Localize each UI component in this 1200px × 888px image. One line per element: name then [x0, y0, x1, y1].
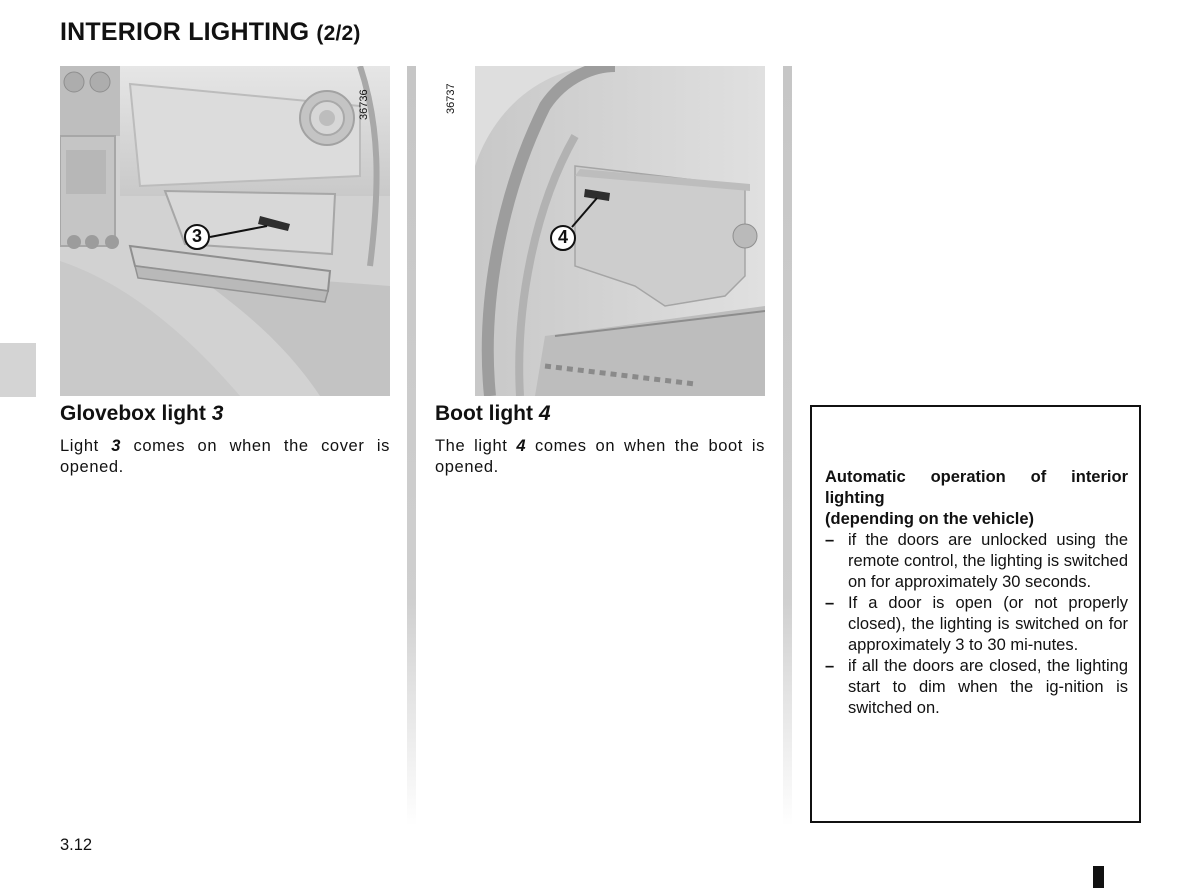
boot-illustration — [435, 66, 765, 396]
list-dash: – — [825, 657, 835, 675]
boot-desc-number: 4 — [516, 437, 527, 455]
glovebox-description — [60, 436, 390, 478]
info-box-item-text: if the doors are unlocked using the remote control, the lighting is switched on for approximately 30 seconds. — [848, 531, 1128, 591]
page-title-text: INTERIOR LIGHTING — [60, 18, 310, 46]
info-box-item-text: If a door is open (or not properly closed), the lighting is switched on for approximately 3 to 30 mi-nutes. — [848, 594, 1128, 654]
list-dash: – — [825, 594, 835, 612]
section-side-tab — [0, 343, 36, 397]
glovebox-desc-before: Light — [60, 437, 99, 455]
glovebox-figure — [60, 66, 390, 396]
glovebox-illustration — [60, 66, 390, 396]
glovebox-callout-label: 3 — [191, 226, 202, 246]
info-box-subtitle: (depending on the vehicle) — [825, 510, 1035, 528]
boot-figure — [435, 66, 765, 396]
glovebox-heading — [60, 402, 223, 426]
boot-desc-before: The light — [435, 437, 508, 455]
page-title-part: (2/2) — [316, 22, 361, 45]
list-dash: – — [825, 531, 835, 549]
page-corner-mark — [1093, 866, 1104, 888]
glovebox-heading-number: 3 — [211, 402, 224, 425]
column-separator-left — [407, 66, 416, 826]
info-box-content — [825, 467, 1128, 719]
page-title — [60, 18, 361, 47]
column-separator-right — [783, 66, 792, 826]
boot-heading — [435, 402, 551, 426]
info-box — [810, 405, 1141, 823]
info-box-item-text: if all the doors are closed, the lighting start to dim when the ig-nition is switched on. — [848, 657, 1128, 717]
glovebox-heading-text: Glovebox light — [60, 402, 206, 425]
info-box-item — [825, 530, 1128, 593]
glovebox-desc-after: comes on when the cover is opened. — [60, 437, 391, 476]
boot-desc-after: comes on when the boot is opened. — [435, 437, 765, 476]
boot-heading-number: 4 — [538, 402, 551, 425]
boot-callout-label: 4 — [557, 227, 568, 247]
info-box-title: Automatic operation of interior lighting — [825, 468, 1128, 507]
info-box-item — [825, 593, 1128, 656]
boot-heading-text: Boot light — [435, 402, 533, 425]
info-box-item — [825, 656, 1128, 719]
page-number: 3.12 — [60, 836, 93, 854]
info-box-list — [825, 530, 1128, 719]
glovebox-desc-number: 3 — [111, 437, 122, 455]
boot-figure-ref: 36737 — [445, 83, 457, 114]
boot-description — [435, 436, 765, 478]
glovebox-figure-ref: 36736 — [358, 89, 370, 120]
